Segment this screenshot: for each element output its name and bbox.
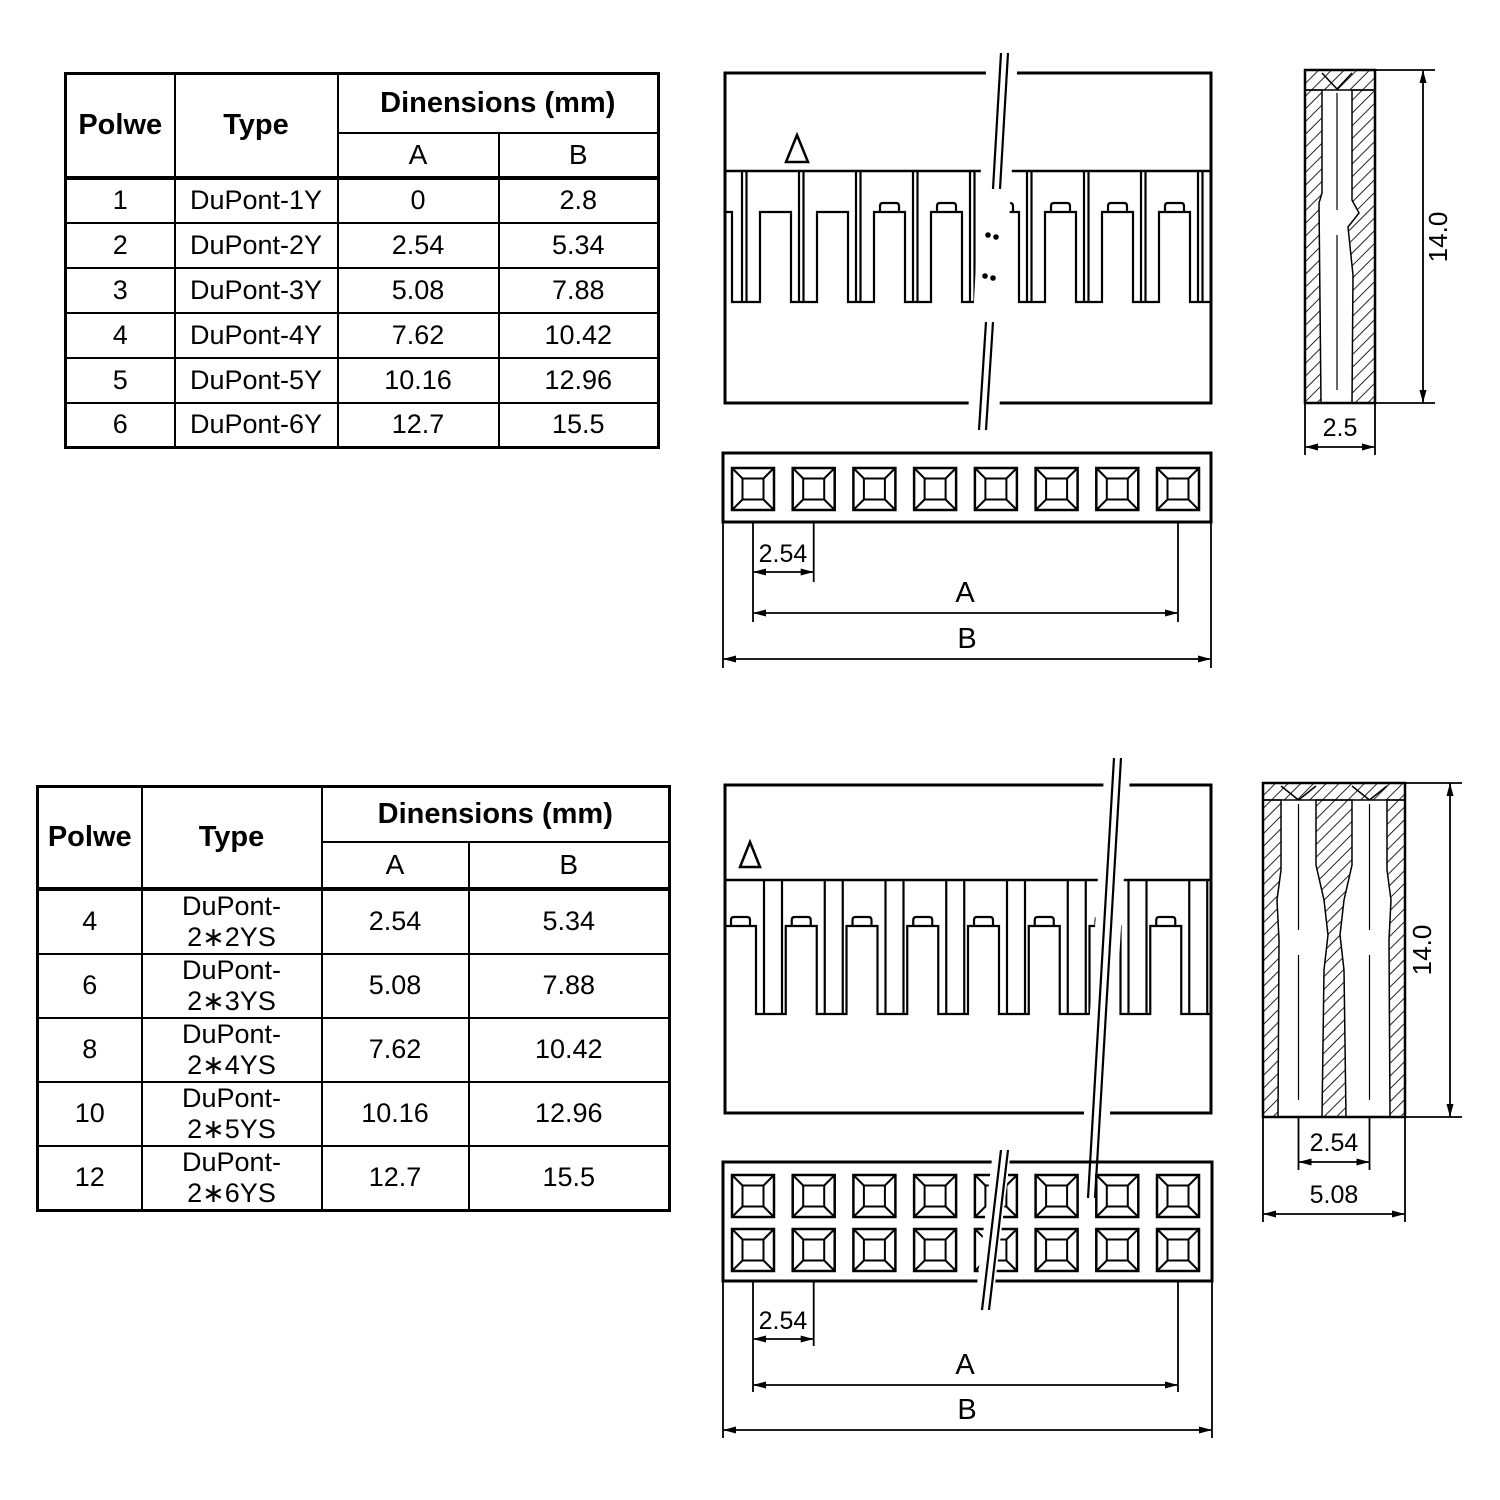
cavity-teeth [725,171,1211,302]
pitch-dimension [753,1281,814,1392]
table-cell: 7.62 [338,313,499,358]
table-cell: 2.8 [499,178,659,223]
table-cell: 10.42 [469,1018,670,1082]
table-cell: 1 [66,178,175,223]
table-cell: DuPont-3Y [175,268,338,313]
table-row [38,1146,670,1211]
width-dimension-label: 5.08 [1309,1181,1359,1209]
column-header-type: Type [175,74,338,178]
table-cell: 5.08 [322,954,469,1018]
table-row [66,403,659,448]
column-header-type: Type [142,787,322,889]
height-dimension-label: 14.0 [1407,924,1437,976]
width-dimension-label: 2.5 [1322,414,1358,442]
table-cell: 7.88 [469,954,670,1018]
table-row [38,889,670,954]
column-header-poles: Polwe [66,74,175,178]
table-cell: DuPont-2∗5YS [142,1082,322,1146]
table-row [66,268,659,313]
table-cell: DuPont-5Y [175,358,338,403]
table-cell: 15.5 [499,403,659,448]
column-header-dim-b: B [499,133,659,178]
dim-b-label: B [957,623,977,655]
table-cell: 4 [66,313,175,358]
column-header-dimensions: Dinensions (mm) [322,787,670,842]
housing-section-body [1305,70,1375,403]
table-row [38,1082,670,1146]
table-cell: 2.54 [322,889,469,954]
table-cell: 7.88 [499,268,659,313]
table-row [66,358,659,403]
column-header-dim-a: A [322,842,469,889]
table-cell: 10.16 [338,358,499,403]
single-row-spec-table [64,72,660,449]
table-cell: 2 [66,223,175,268]
dual-row-cross-section-drawing [1250,770,1500,1245]
table-cell: DuPont-2∗3YS [142,954,322,1018]
pin-cavity-row [732,1229,1199,1271]
dim-b-label: B [957,1394,977,1426]
table-cell: 6 [66,403,175,448]
column-header-poles: Polwe [38,787,142,889]
table-cell: 5.08 [338,268,499,313]
dim-a-label: A [955,577,975,609]
column-header-dim-b: B [469,842,670,889]
table-cell: 5.34 [499,223,659,268]
pin-cavity-row [732,468,1199,510]
pin-cavity-row [732,1175,1199,1217]
table-cell: 10.42 [499,313,659,358]
dual-row-spec-table [36,785,671,1212]
table-cell: DuPont-2Y [175,223,338,268]
table-cell: 4 [38,889,142,954]
table-cell: 6 [38,954,142,1018]
table-cell: DuPont-2∗2YS [142,889,322,954]
single-row-side-view-drawing [722,45,1222,500]
table-cell: 12 [38,1146,142,1211]
table-cell: DuPont-6Y [175,403,338,448]
housing-section-body [1263,783,1405,1117]
table-cell: 10.16 [322,1082,469,1146]
dual-row-front-view-drawing [720,1150,1220,1450]
polarity-triangle-icon [786,135,808,162]
column-header-dimensions: Dinensions (mm) [338,74,659,133]
cavity-teeth [725,880,1211,1014]
table-row [66,223,659,268]
single-row-front-view-drawing [720,450,1220,685]
single-row-cross-section-drawing [1295,55,1500,475]
table-cell: 7.62 [322,1018,469,1082]
polarity-triangle-icon [740,842,760,867]
table-cell: DuPont-2∗6YS [142,1146,322,1211]
table-cell: 5.34 [469,889,670,954]
pitch-dimension-label: 2.54 [758,540,808,568]
pitch-dimension [753,522,814,622]
table-row [66,178,659,223]
pitch-dimension-label: 2.54 [758,1307,808,1335]
table-cell: 12.7 [338,403,499,448]
table-cell: 2.54 [338,223,499,268]
dim-a-label: A [955,1349,975,1381]
table-cell: 3 [66,268,175,313]
table-cell: 12.96 [469,1082,670,1146]
table-cell: 12.7 [322,1146,469,1211]
table-cell: 10 [38,1082,142,1146]
table-cell: DuPont-4Y [175,313,338,358]
pitch-dimension-label: 2.54 [1309,1129,1359,1157]
column-header-dim-a: A [338,133,499,178]
height-dimension-label: 14.0 [1423,211,1453,263]
table-cell: 12.96 [499,358,659,403]
dual-row-side-view-drawing [722,758,1222,1198]
table-cell: 8 [38,1018,142,1082]
table-cell: DuPont-1Y [175,178,338,223]
table-cell: 0 [338,178,499,223]
table-row [38,1018,670,1082]
table-row [38,954,670,1018]
table-cell: 15.5 [469,1146,670,1211]
table-cell: 5 [66,358,175,403]
table-row [66,313,659,358]
table-cell: DuPont-2∗4YS [142,1018,322,1082]
